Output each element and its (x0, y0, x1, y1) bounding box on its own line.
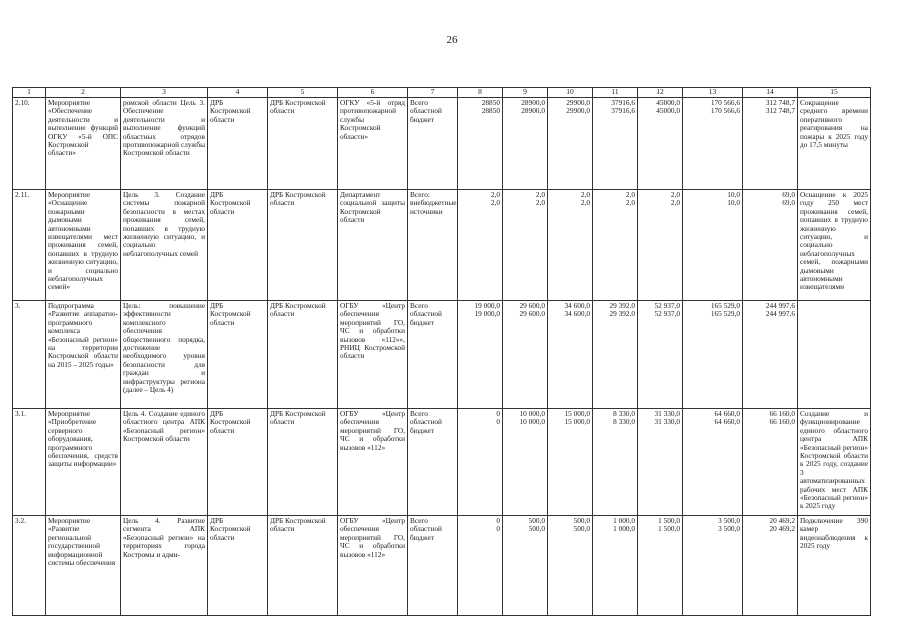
amount-cell (458, 516, 503, 616)
funding-source-line: областной бюджет (410, 309, 442, 327)
amount-cell (638, 516, 683, 616)
amount-cell-line: 34 600,0 (564, 309, 590, 319)
total-amount (743, 409, 798, 516)
header-cell: 4 (208, 88, 268, 98)
expected-result: Подключение 390 камер видеонаблюдения к 2025 году (798, 516, 871, 616)
amount-cell-line: 29 392,0 (609, 309, 635, 319)
amount-cell (638, 301, 683, 409)
amount-cell (548, 409, 593, 516)
total-amount (743, 98, 798, 190)
amount-cell-line: 170 566,6 (710, 106, 740, 116)
executor-cell: ДРБ Костромской области (268, 190, 338, 301)
amount-cell-line: 52 937,0 (654, 301, 680, 310)
total-amount-line: 20 469,2 (769, 524, 795, 534)
header-cell: 3 (121, 88, 208, 98)
amount-cell (638, 98, 683, 190)
funding-source-line: Всего (410, 409, 428, 418)
amount-cell-line: 10 000,0 (519, 417, 545, 427)
participant-cell: ОГБУ «Центр обеспечения мероприятий ГО, ЧС и обработки вызовов «112» (338, 409, 408, 516)
amount-cell-line: 64 660,0 (714, 409, 740, 418)
total-amount-line: 66 160,0 (769, 409, 795, 418)
amount-cell-line: 3 500,0 (718, 524, 740, 534)
amount-cell-line: 31 330,0 (654, 417, 680, 427)
header-cell: 11 (593, 88, 638, 98)
amount-cell-line: 2,0 (490, 198, 500, 208)
amount-cell (593, 301, 638, 409)
amount-cell-line: 29 600,0 (519, 309, 545, 319)
amount-cell-line: 28850 (481, 98, 500, 107)
table-row (13, 301, 871, 409)
table-body (13, 98, 871, 616)
page-number: 26 (446, 34, 458, 46)
total-amount (743, 190, 798, 301)
funding-source (408, 301, 458, 409)
row-number: 2.11. (13, 190, 46, 301)
amount-cell-line: 2,0 (670, 190, 680, 199)
executor-cell: ДРБ Костромской области (268, 409, 338, 516)
measure-name: Мероприятие «Приобретение серверного оборудования, программного обеспечения, средств защиты информации» (46, 409, 121, 516)
amount-cell (503, 409, 548, 516)
funding-source-line: областной бюджет (410, 106, 442, 124)
amount-cell-line: 29900,0 (566, 106, 590, 116)
funding-source-line: Всего (410, 301, 428, 310)
amount-cell-line: 15 000,0 (564, 417, 590, 427)
amount-cell-line: 2,0 (580, 190, 590, 199)
table-row (13, 98, 871, 190)
funding-source (408, 98, 458, 190)
amount-cell-line: 10 000,0 (519, 409, 545, 418)
amount-cell-line: 29900,0 (566, 98, 590, 107)
goal-text: Цель 4. Развитие сегмента АПК «Безопасный регион» на территориях города Костромы и адми- (121, 516, 208, 616)
table-row (13, 190, 871, 301)
customer-cell: ДРБ Костромской области (208, 98, 268, 190)
amount-cell (683, 190, 743, 301)
amount-cell (548, 516, 593, 616)
executor-cell: ДРБ Костромской области (268, 516, 338, 616)
goal-text: Цель 3. Создание системы пожарной безопасности в местах проживания семей, попавших в трудную жизненную ситуацию, и социально неблагополучных семей (121, 190, 208, 301)
amount-cell-line: 170 566,6 (710, 98, 740, 107)
total-amount-line: 69,0 (782, 190, 795, 199)
header-cell: 8 (458, 88, 503, 98)
amount-cell-line: 31 330,0 (654, 409, 680, 418)
funding-source (408, 190, 458, 301)
total-amount-line: 20 469,2 (769, 516, 795, 525)
amount-cell (593, 98, 638, 190)
row-number: 2.10. (13, 98, 46, 190)
amount-cell (683, 516, 743, 616)
amount-cell-line: 2,0 (580, 198, 590, 208)
header-cell: 6 (338, 88, 408, 98)
amount-cell-line: 19 000,0 (474, 301, 500, 310)
amount-cell-line: 28850 (481, 106, 500, 116)
goal-text: ромской области Цель 3. Обеспечение деятельности и выполнение функций областных отрядов противопожарной службы Костромской области (121, 98, 208, 190)
amount-cell-line: 8 330,0 (613, 409, 635, 418)
amount-cell-line: 29 392,0 (609, 301, 635, 310)
measure-name: Подпрограмма «Развитие аппаратно-программного комплекса «Безопасный регион» на территории Костромской области на 2015 – 2025 годы» (46, 301, 121, 409)
header-cell: 9 (503, 88, 548, 98)
funding-source-line: областной бюджет (410, 524, 442, 542)
row-number: 3. (13, 301, 46, 409)
goal-text: Цель 4. Создание единого областного центра АПК «Безопасный регион» Костромской области (121, 409, 208, 516)
total-amount (743, 516, 798, 616)
amount-cell (458, 190, 503, 301)
header-cell: 5 (268, 88, 338, 98)
amount-cell (683, 98, 743, 190)
amount-cell (548, 98, 593, 190)
expected-result: Оснащение к 2025 году 250 мест проживания семей, попавших в трудную жизненную ситуацию, и социально неблагополучных семей, пожарными дымовыми автономными извещателями (798, 190, 871, 301)
amount-cell (683, 409, 743, 516)
amount-cell-line: 34 600,0 (564, 301, 590, 310)
funding-source-line: областной бюджет (410, 417, 442, 435)
amount-cell (638, 409, 683, 516)
table-row (13, 409, 871, 516)
header-cell: 12 (638, 88, 683, 98)
row-number: 3.2. (13, 516, 46, 616)
header-cell: 2 (46, 88, 121, 98)
amount-cell-line: 0 (496, 409, 500, 418)
amount-cell (593, 190, 638, 301)
amount-cell-line: 500,0 (528, 516, 545, 525)
amount-cell-line: 28900,0 (521, 106, 545, 116)
goal-text: Цель: повышение эффективности комплексного обеспечения общественного порядка, достижение необходимого уровня безопасности для граждан и инфраструктуры региона (далее – Цель 4) (121, 301, 208, 409)
amount-cell-line: 2,0 (625, 198, 635, 208)
amount-cell (503, 190, 548, 301)
measure-name: Мероприятие «Развитие региональной государственной информационной системы обеспечения (46, 516, 121, 616)
amount-cell-line: 64 660,0 (714, 417, 740, 427)
amount-cell (548, 190, 593, 301)
amount-cell (683, 301, 743, 409)
expected-result: Сокращение среднего времени оперативного реагирования на пожары к 2025 году до 17,5 минуты (798, 98, 871, 190)
amount-cell-line: 165 529,0 (710, 309, 740, 319)
participant-cell: Департамент социальной защиты Костромской области (338, 190, 408, 301)
expected-result (798, 301, 871, 409)
participant-cell: ОГБУ «Центр обеспечения мероприятий ГО, ЧС и обработки вызовов «112»», РНИЦ Костромской области (338, 301, 408, 409)
amount-cell (458, 301, 503, 409)
funding-source-line: Всего (410, 98, 428, 107)
amount-cell-line: 500,0 (573, 524, 590, 534)
amount-cell-line: 1 000,0 (613, 524, 635, 534)
amount-cell-line: 500,0 (573, 516, 590, 525)
amount-cell (458, 98, 503, 190)
header-cell: 13 (683, 88, 743, 98)
amount-cell-line: 2,0 (535, 198, 545, 208)
program-measures-table (12, 87, 871, 616)
amount-cell-line: 1 000,0 (613, 516, 635, 525)
header-cell: 15 (798, 88, 871, 98)
executor-cell: ДРБ Костромской области (268, 98, 338, 190)
header-cell: 7 (408, 88, 458, 98)
amount-cell (503, 98, 548, 190)
funding-source-line: внебюджетные источники (410, 198, 457, 216)
amount-cell-line: 0 (496, 417, 500, 427)
amount-cell-line: 37916,6 (611, 106, 635, 116)
row-number: 3.1. (13, 409, 46, 516)
funding-source (408, 516, 458, 616)
funding-source-line: Всего: (410, 190, 430, 199)
amount-cell (593, 409, 638, 516)
customer-cell: ДРБ Костромской области (208, 301, 268, 409)
amount-cell-line: 500,0 (528, 524, 545, 534)
customer-cell: ДРБ Костромской области (208, 516, 268, 616)
measure-name: Мероприятие «Обеспечение деятельности и выполнение функций ОГКУ «5-й ОПС Костромской области» (46, 98, 121, 190)
amount-cell-line: 15 000,0 (564, 409, 590, 418)
header-row (13, 88, 871, 98)
total-amount-line: 66 160,0 (769, 417, 795, 427)
participant-cell: ОГБУ «Центр обеспечения мероприятий ГО, ЧС и обработки вызовов «112» (338, 516, 408, 616)
amount-cell-line: 8 330,0 (613, 417, 635, 427)
customer-cell: ДРБ Костромской области (208, 409, 268, 516)
amount-cell-line: 45000,0 (656, 106, 680, 116)
total-amount-line: 312 748,7 (765, 98, 795, 107)
customer-cell: ДРБ Костромской области (208, 190, 268, 301)
amount-cell-line: 52 937,0 (654, 309, 680, 319)
amount-cell (638, 190, 683, 301)
executor-cell: ДРБ Костромской области (268, 301, 338, 409)
amount-cell-line: 10,0 (727, 198, 740, 208)
table-row (13, 516, 871, 616)
amount-cell-line: 2,0 (490, 190, 500, 199)
header-cell: 1 (13, 88, 46, 98)
amount-cell-line: 45000,0 (656, 98, 680, 107)
total-amount (743, 301, 798, 409)
amount-cell (593, 516, 638, 616)
amount-cell-line: 10,0 (727, 190, 740, 199)
amount-cell (458, 409, 503, 516)
amount-cell (548, 301, 593, 409)
amount-cell-line: 0 (496, 524, 500, 534)
total-amount-line: 69,0 (782, 198, 795, 208)
amount-cell-line: 2,0 (625, 190, 635, 199)
participant-cell: ОГКУ «5-й отряд противопожарной службы Костромской области» (338, 98, 408, 190)
amount-cell (503, 516, 548, 616)
amount-cell (503, 301, 548, 409)
total-amount-line: 244 997,6 (765, 309, 795, 319)
header-cell: 14 (743, 88, 798, 98)
amount-cell-line: 3 500,0 (718, 516, 740, 525)
funding-source (408, 409, 458, 516)
amount-cell-line: 0 (496, 516, 500, 525)
expected-result: Создание и функционирование единого областного центра АПК «Безопасный регион» Костромской области к 2025 году, создание 3 автоматизированных рабочих мест АПК «Безопасный регион» к 2025 году (798, 409, 871, 516)
amount-cell-line: 1 500,0 (658, 524, 680, 534)
amount-cell-line: 1 500,0 (658, 516, 680, 525)
amount-cell-line: 29 600,0 (519, 301, 545, 310)
measure-name: Мероприятие «Оснащение пожарными дымовыми автономными извещателями мест проживания семей, попавших в трудную жизненную ситуацию, и социально неблагополучных семей» (46, 190, 121, 301)
total-amount-line: 244 997,6 (765, 301, 795, 310)
header-cell: 10 (548, 88, 593, 98)
amount-cell-line: 2,0 (535, 190, 545, 199)
total-amount-line: 312 748,7 (765, 106, 795, 116)
amount-cell-line: 2,0 (670, 198, 680, 208)
amount-cell-line: 37916,6 (611, 98, 635, 107)
amount-cell-line: 19 000,0 (474, 309, 500, 319)
amount-cell-line: 28900,0 (521, 98, 545, 107)
funding-source-line: Всего (410, 516, 428, 525)
amount-cell-line: 165 529,0 (710, 301, 740, 310)
